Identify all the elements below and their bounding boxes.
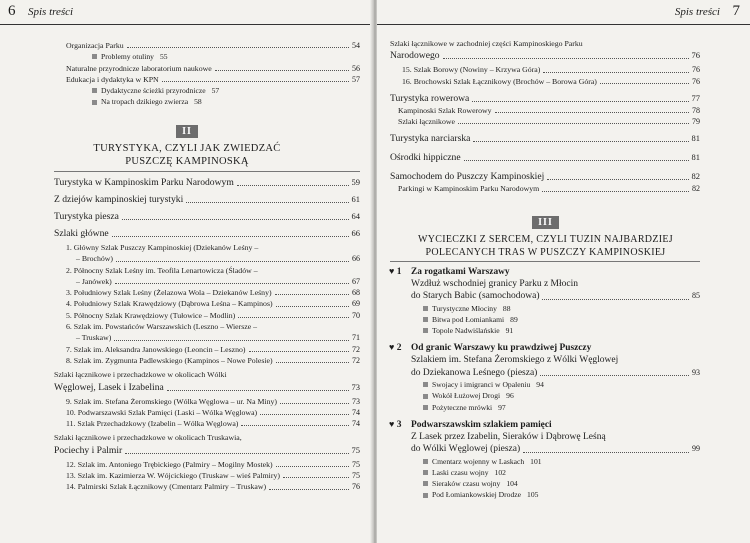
part-number-badge: II — [176, 125, 198, 138]
toc-subentry: 7. Szlak im. Aleksandra Janowskiego (Leoncin – Leszno) 72 — [66, 344, 360, 355]
part-title-line: POLECANYCH TRAS W PUSZCZY KAMPINOSKIEJ — [425, 247, 666, 258]
trip-subentry: Cmentarz wojenny w Laskach 101 — [423, 456, 700, 467]
bullet-square-icon — [92, 54, 97, 59]
bullet-square-icon — [423, 394, 428, 399]
toc-subentry: Kampinoski Szlak Rowerowy 78 — [398, 105, 700, 116]
toc-sublist — [390, 183, 700, 194]
toc-entry: Edukacja i dydaktyka w KPN 57 — [66, 74, 360, 85]
toc-subentry: 3. Południowy Szlak Leśny (Żelazowa Wola – Dziekanów Leśny) 68 — [66, 287, 360, 298]
toc-entry: Turystyka piesza 64 — [54, 211, 360, 222]
toc-subentry: 10. Podwarszawski Szlak Pamięci (Laski – Wólka Węglowa) 74 — [66, 407, 360, 418]
page-number: 7 — [732, 3, 740, 19]
bullet-square-icon — [423, 459, 428, 464]
toc-right-entries — [377, 38, 750, 195]
trip-route: do Wólki Węglowej (piesza) 99 — [411, 444, 700, 455]
trip-entry — [389, 419, 700, 501]
toc-subentry: 4. Południowy Szlak Krawędziowy (Dąbrowa Leśna – Kampinos) 69 — [66, 298, 360, 309]
trip-sublist — [411, 303, 700, 337]
part-number-badge: III — [532, 216, 559, 229]
toc-subentry: Parkingi w Kampinoskim Parku Narodowym 82 — [398, 183, 700, 194]
toc-subentry: Szlaki łącznikowe 79 — [398, 116, 700, 127]
toc-subentry: Na tropach dzikiego zwierza 58 — [66, 96, 360, 107]
trip-subentry: Swojacy i imigranci w Opaleniu 94 — [423, 379, 700, 390]
toc-entry: Szlaki łącznikowe i przechadzkowe w okolicach Wólki — [54, 370, 227, 380]
toc-entry: Turystyka rowerowa 77 — [390, 92, 700, 104]
toc-subentry: Problemy otuliny 55 — [66, 51, 360, 62]
part-title-line: TURYSTYKA, CZYLI JAK ZWIEDZAĆ — [93, 143, 281, 154]
right-page — [377, 0, 750, 543]
trail-list — [54, 242, 360, 366]
toc-entry: Szlaki łącznikowe w zachodniej części Kampinoskiego Parku — [390, 39, 583, 48]
divider — [390, 261, 700, 262]
trip-list — [377, 266, 750, 501]
part-heading — [377, 212, 750, 259]
right-page-header — [377, 0, 750, 25]
toc-subentry: 5. Północny Szlak Krawędziowy (Tułowice – Modlin) 70 — [66, 310, 360, 321]
bullet-square-icon — [92, 88, 97, 93]
trip-title: Za rogatkami Warszawy — [411, 267, 510, 277]
trip-route: Wzdłuż wschodniej granicy Parku z Młocin — [411, 279, 578, 289]
trip-body — [411, 419, 700, 501]
trip-body — [411, 342, 700, 412]
toc-subentry: 2. Północny Szlak Leśny im. Teofila Lenartowicza (Śladów – — [66, 265, 258, 275]
toc-entry: Naturalne przyrodnicze laboratorium naukowe 56 — [66, 63, 360, 74]
trip-title: Podwarszawskim szlakiem pamięci — [411, 419, 552, 430]
toc-subentry: 14. Palmirski Szlak Łącznikowy (Cmentarz Palmiry – Truskaw) 76 — [66, 481, 360, 492]
bullet-square-icon — [423, 470, 428, 475]
toc-subentry: Dydaktyczne ścieżki przyrodnicze 57 — [66, 85, 360, 96]
toc-entry: Pociechy i Palmir 75 — [54, 444, 360, 456]
left-page-header — [0, 0, 374, 25]
toc-entry: Turystyka narciarska 81 — [390, 133, 700, 145]
toc-subentry: 8. Szlak im. Zygmunta Padlewskiego (Kampinos – Nowe Polesie) 72 — [66, 355, 360, 366]
toc-subentry: 1. Główny Szlak Puszczy Kampinoskiej (Dziekanów Leśny – — [66, 243, 259, 252]
toc-entry: Z dziejów kampinoskiej turystyki 61 — [54, 194, 360, 205]
toc-entry: Szlaki główne 66 — [54, 228, 360, 239]
toc-subentry: 16. Brochowski Szlak Łącznikowy (Brochów – Borowa Góra) 76 — [402, 76, 700, 87]
running-title: Spis treści — [28, 6, 74, 18]
heart-icon: ♥ — [389, 342, 395, 353]
bullet-square-icon — [423, 317, 428, 322]
trip-subentry: Laski czasu wojny 102 — [423, 467, 700, 478]
trip-subentry: Turystyczne Młociny 88 — [423, 303, 700, 314]
divider — [54, 171, 360, 172]
trip-entry — [389, 266, 700, 336]
trip-subentry: Sieraków czasu wojny 104 — [423, 478, 700, 489]
toc-entry: Samochodem do Puszczy Kampinoskiej 82 — [390, 171, 700, 183]
toc-entry: Szlaki łącznikowe i przechadzkowe w okolicach Truskawia, — [54, 433, 242, 443]
trip-number: ♥ 1 — [389, 266, 402, 277]
heart-icon: ♥ — [389, 266, 395, 276]
page-number: 6 — [8, 3, 16, 19]
toc-entry: Turystyka w Kampinoskim Parku Narodowym 59 — [54, 177, 360, 188]
trip-route: do Dziekanowa Leśnego (piesza) 93 — [411, 367, 700, 378]
trip-body — [411, 266, 700, 336]
trail-list — [54, 396, 360, 430]
trip-subentry: Bitwa pod Łomiankami 89 — [423, 314, 700, 325]
part-title-line: WYCIECZKI Z SERCEM, CZYLI TUZIN NAJBARDZIEJ — [418, 234, 673, 245]
toc-subentry: 13. Szlak im. Kazimierza W. Wójcickiego (Truskaw – wieś Palmiry) 75 — [66, 470, 360, 481]
toc-part-entries — [0, 176, 374, 493]
trip-route: Z Lasek przez Izabelin, Sieraków i Dąbrowę Leśną — [411, 431, 606, 442]
toc-subentry: 11. Szlak Przechadzkowy (Izabelin – Wólka Węglowa) 74 — [66, 418, 360, 429]
bullet-square-icon — [92, 100, 97, 105]
trip-subentry: Pożyteczne mrówki 97 — [423, 402, 700, 413]
bullet-square-icon — [423, 328, 428, 333]
trip-subentry: Topole Nadwiślańskie 91 — [423, 325, 700, 336]
toc-subentry: 6. Szlak im. Powstańców Warszawskich (Leszno – Wiersze – — [66, 322, 258, 332]
toc-entry: Ośrodki hippiczne 81 — [390, 152, 700, 164]
toc-entry: Węglowej, Lasek i Izabelina 73 — [54, 381, 360, 393]
trip-number: ♥ 2 — [389, 342, 402, 354]
bullet-square-icon — [423, 382, 428, 387]
trail-list — [54, 459, 360, 493]
toc-entry: Organizacja Parku 54 — [66, 40, 360, 51]
trip-subentry: Pod Łomiankowskiej Drodze 105 — [423, 489, 700, 500]
trail-list — [390, 64, 700, 87]
part-heading — [0, 121, 374, 168]
toc-subentry: 15. Szlak Borowy (Nowiny – Krzywa Góra) 76 — [402, 64, 700, 75]
toc-sublist — [390, 105, 700, 128]
part-title-line: PUSZCZĘ KAMPINOSKĄ — [125, 156, 249, 167]
running-title: Spis treści — [674, 6, 720, 18]
trip-number: ♥ 3 — [389, 418, 402, 430]
trip-entry — [389, 342, 700, 412]
bullet-square-icon — [423, 493, 428, 498]
toc-subentry: – Janówek) 67 — [66, 276, 360, 287]
trip-subentry: Wokół Łużowej Drogi 96 — [423, 390, 700, 401]
trip-sublist — [411, 456, 700, 501]
bullet-square-icon — [423, 481, 428, 486]
toc-subentry: 12. Szlak im. Antoniego Trębickiego (Palmiry – Mogilny Mostek) 75 — [66, 459, 360, 470]
toc-subentry: 9. Szlak im. Stefana Żeromskiego (Wólka Węglowa – ur. Na Miny) 73 — [66, 396, 360, 407]
toc-subentry: – Brochów) 66 — [66, 253, 360, 264]
trip-sublist — [411, 379, 700, 413]
bullet-square-icon — [423, 306, 428, 311]
heart-icon: ♥ — [389, 418, 395, 429]
trip-route: do Starych Babic (samochodowa) 85 — [411, 291, 700, 302]
toc-entry: Narodowego 76 — [390, 50, 700, 62]
toc-subentry: – Truskaw) 71 — [66, 332, 360, 343]
trip-title: Od granic Warszawy ku prawdziwej Puszczy — [411, 343, 592, 354]
left-page — [0, 0, 374, 543]
toc-top-entries — [0, 40, 374, 108]
bullet-square-icon — [423, 405, 428, 410]
trip-route: Szlakiem im. Stefana Żeromskiego z Wólki Węglowej — [411, 355, 619, 366]
